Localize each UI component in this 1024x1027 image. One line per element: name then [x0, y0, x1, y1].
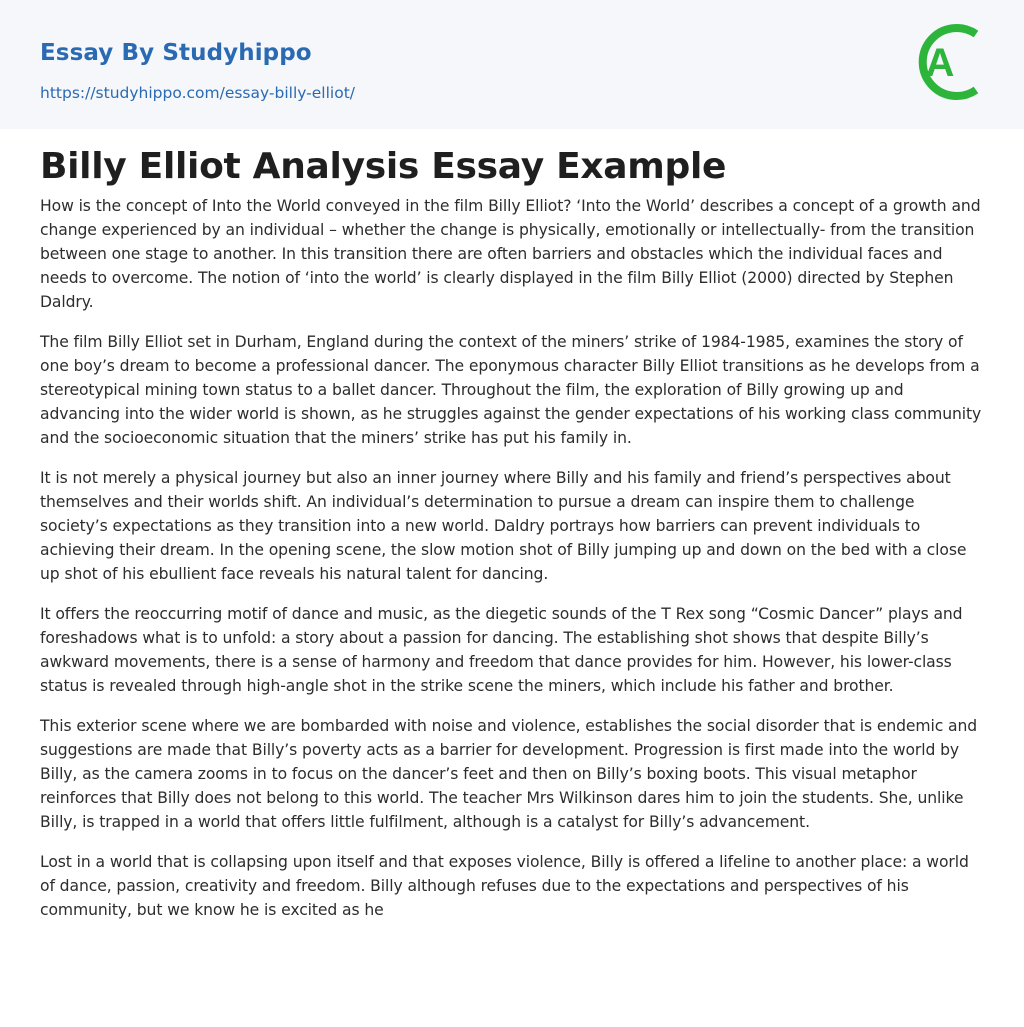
site-brand[interactable]: Essay By Studyhippo	[40, 40, 312, 66]
page-title: Billy Elliot Analysis Essay Example	[40, 146, 727, 187]
studyhippo-logo-icon[interactable]	[912, 18, 988, 106]
essay-paragraph: This exterior scene where we are bombarded with noise and violence, establishes the social disorder that is endemic and suggestions are made that Billy’s poverty acts as a barrier for development. Progression is first made into the world by Billy, as the camera zooms in to focus on the dancer’s feet and then on Billy’s boxing boots. This visual metaphor reinforces that Billy does not belong to this world. The teacher Mrs Wilkinson dares him to join the students. She, unlike Billy, is trapped in a world that offers little fulfilment, although is a catalyst for Billy’s advancement.	[40, 717, 978, 831]
page-url-link[interactable]: https://studyhippo.com/essay-billy-elliot/	[40, 84, 355, 102]
essay-body	[40, 194, 984, 938]
svg-text:A: A	[925, 41, 955, 85]
essay-paragraph: How is the concept of Into the World conveyed in the film Billy Elliot? ‘Into the World’ describes a concept of a growth and change experienced by an individual – whether the change is physically, emotionally or intellectually- from the transition between one stage to another. In this transition there are often barriers and obstacles which the individual faces and needs to overcome. The notion of ‘into the world’ is clearly displayed in the film Billy Elliot (2000) directed by Stephen Daldry.	[40, 197, 981, 311]
essay-paragraph: It is not merely a physical journey but also an inner journey where Billy and his family and friend’s perspectives about themselves and their worlds shift. An individual’s determination to pursue a dream can inspire them to challenge society’s expectations as they transition into a new world. Daldry portrays how barriers can prevent individuals to achieving their dream. In the opening scene, the slow motion shot of Billy jumping up and down on the bed with a close up shot of his ebullient face reveals his natural talent for dancing.	[40, 469, 967, 583]
essay-paragraph: It offers the reoccurring motif of dance and music, as the diegetic sounds of the T Rex song “Cosmic Dancer” plays and foreshadows what is to unfold: a story about a passion for dancing. The establishing shot shows that despite Billy’s awkward movements, there is a sense of harmony and freedom that dance provides for him. However, his lower-class status is revealed through high-angle shot in the strike scene the miners, which include his father and brother.	[40, 605, 963, 695]
essay-paragraph: The film Billy Elliot set in Durham, England during the context of the miners’ strike of 1984-1985, examines the story of one boy’s dream to become a professional dancer. The eponymous character Billy Elliot transitions as he develops from a stereotypical mining town status to a ballet dancer. Throughout the film, the exploration of Billy growing up and advancing into the wider world is shown, as he struggles against the gender expectations of his working class community and the socioeconomic situation that the miners’ strike has put his family in.	[40, 333, 982, 447]
essay-paragraph: Lost in a world that is collapsing upon itself and that exposes violence, Billy is offered a lifeline to another place: a world of dance, passion, creativity and freedom. Billy although refuses due to the expectations and perspectives of his community, but we know he is excited as he	[40, 853, 969, 919]
